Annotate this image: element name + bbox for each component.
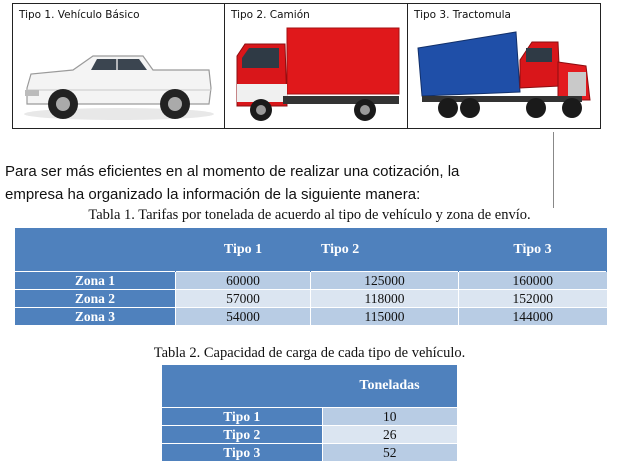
header-cell-tipo-1: Tipo 1	[176, 228, 311, 272]
row-header: Zona 2	[15, 290, 176, 308]
table-header-row	[162, 365, 457, 408]
vehicle-cell-tipo-2	[225, 4, 408, 128]
header-cell-tipo-3: Tipo 3	[459, 228, 607, 272]
table-row	[162, 426, 457, 444]
table-row	[15, 290, 607, 308]
table-cell: 125000	[311, 272, 459, 290]
table-cell: 57000	[176, 290, 311, 308]
row-header: Zona 3	[15, 308, 176, 326]
table-row	[162, 408, 457, 426]
rates-table	[15, 228, 607, 325]
table-cell: 10	[322, 408, 457, 426]
header-cell-toneladas: Toneladas	[322, 365, 457, 408]
vehicle-label: Tipo 3. Tractomula	[414, 9, 511, 21]
semi-truck-icon	[408, 26, 600, 126]
header-cell-empty	[15, 228, 176, 272]
table-header-row	[15, 228, 607, 272]
table-cell: 152000	[459, 290, 607, 308]
divider-line	[553, 132, 554, 208]
row-header: Tipo 1	[162, 408, 322, 426]
vehicle-types-table	[12, 3, 601, 129]
table-row	[15, 308, 607, 326]
table-cell: 160000	[459, 272, 607, 290]
vehicle-label: Tipo 1. Vehículo Básico	[19, 9, 140, 21]
box-truck-icon	[225, 26, 408, 126]
pickup-truck-icon	[13, 26, 225, 126]
row-header: Zona 1	[15, 272, 176, 290]
table-cell: 52	[322, 444, 457, 461]
paragraph-line-2: empresa ha organizado la información de la siguiente manera:	[5, 183, 545, 206]
table-row	[15, 272, 607, 290]
intro-paragraph	[5, 160, 545, 206]
table-cell: 26	[322, 426, 457, 444]
table-cell: 118000	[311, 290, 459, 308]
table-cell: 60000	[176, 272, 311, 290]
paragraph-line-1: Para ser más eficientes en al momento de realizar una cotización, la	[5, 160, 545, 183]
table-cell: 144000	[459, 308, 607, 326]
table-cell: 54000	[176, 308, 311, 326]
table-cell: 115000	[311, 308, 459, 326]
row-header: Tipo 3	[162, 444, 322, 461]
vehicle-label: Tipo 2. Camión	[231, 9, 310, 21]
header-cell-empty	[162, 365, 322, 408]
header-cell-tipo-2: Tipo 2	[311, 228, 459, 272]
capacity-table	[162, 365, 457, 461]
table-1-caption: Tabla 1. Tarifas por tonelada de acuerdo al tipo de vehículo y zona de envío.	[0, 207, 619, 224]
table-row	[162, 444, 457, 461]
table-2-caption: Tabla 2. Capacidad de carga de cada tipo de vehículo.	[0, 345, 619, 362]
vehicle-cell-tipo-1	[13, 4, 225, 128]
row-header: Tipo 2	[162, 426, 322, 444]
vehicle-cell-tipo-3	[408, 4, 600, 128]
